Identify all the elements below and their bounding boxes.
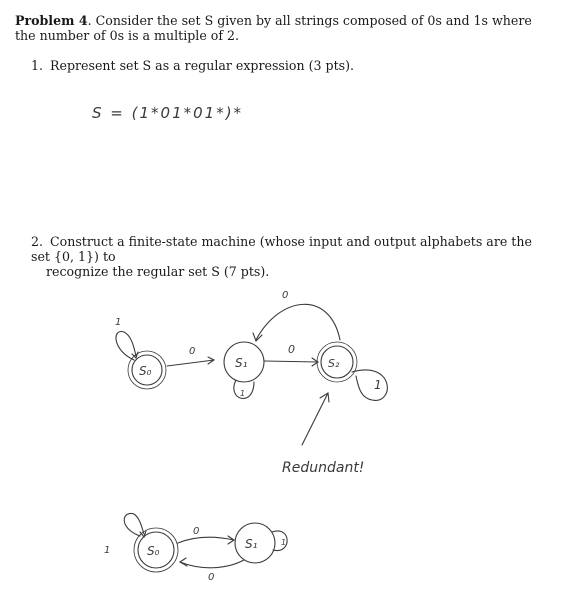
fsm1-edge-s1-s2	[264, 361, 318, 362]
fsm1-edge-s0-s1	[167, 360, 214, 366]
question-1-number: 1.	[31, 58, 44, 73]
fsm1-state-s2	[317, 342, 357, 382]
fsm1-state-s1-label: S₁	[235, 356, 248, 370]
fsm1-loop-s0-label: 1	[115, 317, 122, 328]
question-2-text-line1: Construct a finite-state machine (whose input and output alphabets are the set {0, 1}) to	[31, 234, 532, 264]
fsm1-loop-s2	[352, 370, 387, 400]
fsm1-edge-s0-s1-label: 0	[189, 346, 196, 357]
fsm1-state-s2-label: S₂	[328, 357, 340, 370]
fsm1-diagram	[115, 290, 387, 476]
fsm2-edge-s1-s0-label: 0	[208, 572, 215, 583]
fsm2-diagram	[104, 513, 287, 583]
fsm1-state-s0-label: S₀	[139, 364, 152, 378]
fsm1-edge-s2-s1	[256, 304, 340, 340]
fsm1-loop-s2-label: 1	[374, 378, 382, 392]
fsm2-state-s1-label: S₁	[245, 537, 258, 551]
question-2-number: 2.	[31, 234, 44, 249]
fsm2-state-s0	[134, 528, 178, 572]
fsm2-edge-s0-s1	[178, 537, 234, 543]
handwritten-regex: S = (1*01*01*)*	[92, 104, 244, 122]
fsm2-state-s1	[235, 523, 275, 563]
fsm1-redundant-note: Redundant!	[282, 460, 365, 476]
fsm1-edge-s1-s2-label: 0	[288, 343, 295, 356]
problem-text: . Consider the set S given by all strings composed of 0s and 1s where the number of 0s is a multiple of 2.	[15, 13, 532, 43]
question-1-text: Represent set S as a regular expression (3 pts).	[50, 58, 355, 73]
fsm2-state-s0-label: S₀	[147, 544, 160, 558]
fsm1-state-s1	[224, 342, 264, 382]
question-2-text-line2: recognize the regular set S (7 pts).	[46, 264, 270, 279]
fsm2-loop-s0-label: 1	[104, 545, 111, 556]
fsm1-redundant-arrow	[302, 393, 328, 445]
fsm1-loop-s1-label: 1	[240, 389, 246, 398]
fsm1-edge-s2-s1-label: 0	[282, 290, 289, 301]
fsm2-loop-s1-label: 1	[281, 538, 287, 547]
fsm1-state-s0	[128, 351, 166, 389]
problem-label: Problem 4	[15, 13, 88, 28]
fsm2-edge-s1-s0	[180, 560, 244, 568]
fsm2-edge-s0-s1-label: 0	[193, 526, 200, 537]
